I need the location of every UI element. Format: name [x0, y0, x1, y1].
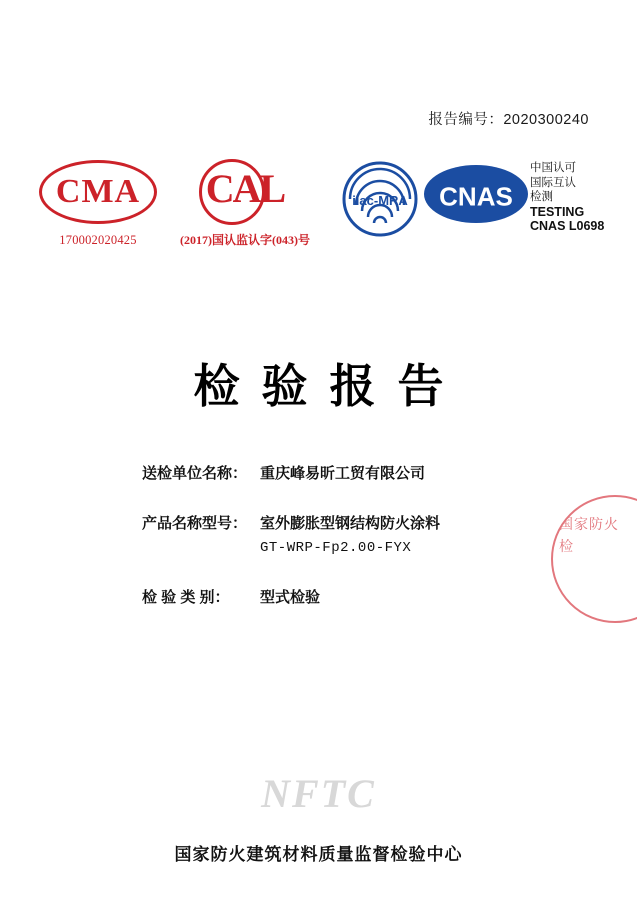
field-row: [142, 586, 562, 610]
field-row: [142, 462, 562, 486]
field-value-line-2: GT-WRP-Fp2.00-FYX: [260, 540, 412, 556]
cma-mark: [38, 160, 158, 248]
ilac-mra-icon: [328, 161, 432, 237]
cma-icon: [39, 160, 157, 224]
nftc-watermark: NFTC: [261, 771, 376, 816]
cnas-line-4: TESTING: [530, 204, 585, 219]
field-label: 检 验 类 别：: [142, 589, 230, 606]
cnas-line-5: CNAS L0698: [530, 219, 605, 233]
cal-mark: [180, 157, 310, 248]
field-row: [142, 512, 562, 560]
field-label: 送检单位名称：: [142, 465, 248, 482]
report-number-value: 2020300240: [503, 112, 589, 128]
report-number-label: 报告编号：: [428, 112, 504, 128]
cnas-line-2: 国际互认: [530, 176, 576, 189]
cnas-description: [530, 161, 635, 234]
field-value-line-1: 重庆峰易昕工贸有限公司: [260, 465, 426, 482]
accreditation-marks: [0, 155, 637, 270]
field-value-line-1: 室外膨胀型钢结构防火涂料: [260, 515, 441, 532]
field-label: 产品名称型号：: [142, 515, 248, 532]
cal-letters: CAL: [205, 166, 285, 211]
field-value: [260, 512, 440, 560]
cnas-mark: [424, 165, 534, 229]
official-stamp: [551, 495, 637, 623]
cnas-letters: CNAS: [439, 181, 513, 212]
cnas-line-1: 中国认可: [530, 162, 576, 174]
field-value: [260, 462, 425, 486]
cma-code: 170002020425: [59, 233, 137, 247]
field-value: [260, 586, 320, 610]
stamp-text: 国家防火 检: [559, 518, 619, 555]
report-number: [428, 108, 589, 129]
report-fields: [142, 462, 562, 636]
cal-icon: [197, 157, 293, 223]
svg-text:ilac-MRA: ilac-MRA: [352, 193, 408, 208]
cal-code: (2017)国认监认字(043)号: [180, 233, 310, 247]
cnas-line-3: 检测: [530, 191, 553, 203]
issuing-organization: 国家防火建筑材料质量监督检验中心: [174, 845, 463, 864]
page-title: 检验报告: [193, 360, 466, 412]
cma-letters: CMA: [55, 173, 141, 210]
field-value-line-1: 型式检验: [260, 589, 321, 606]
